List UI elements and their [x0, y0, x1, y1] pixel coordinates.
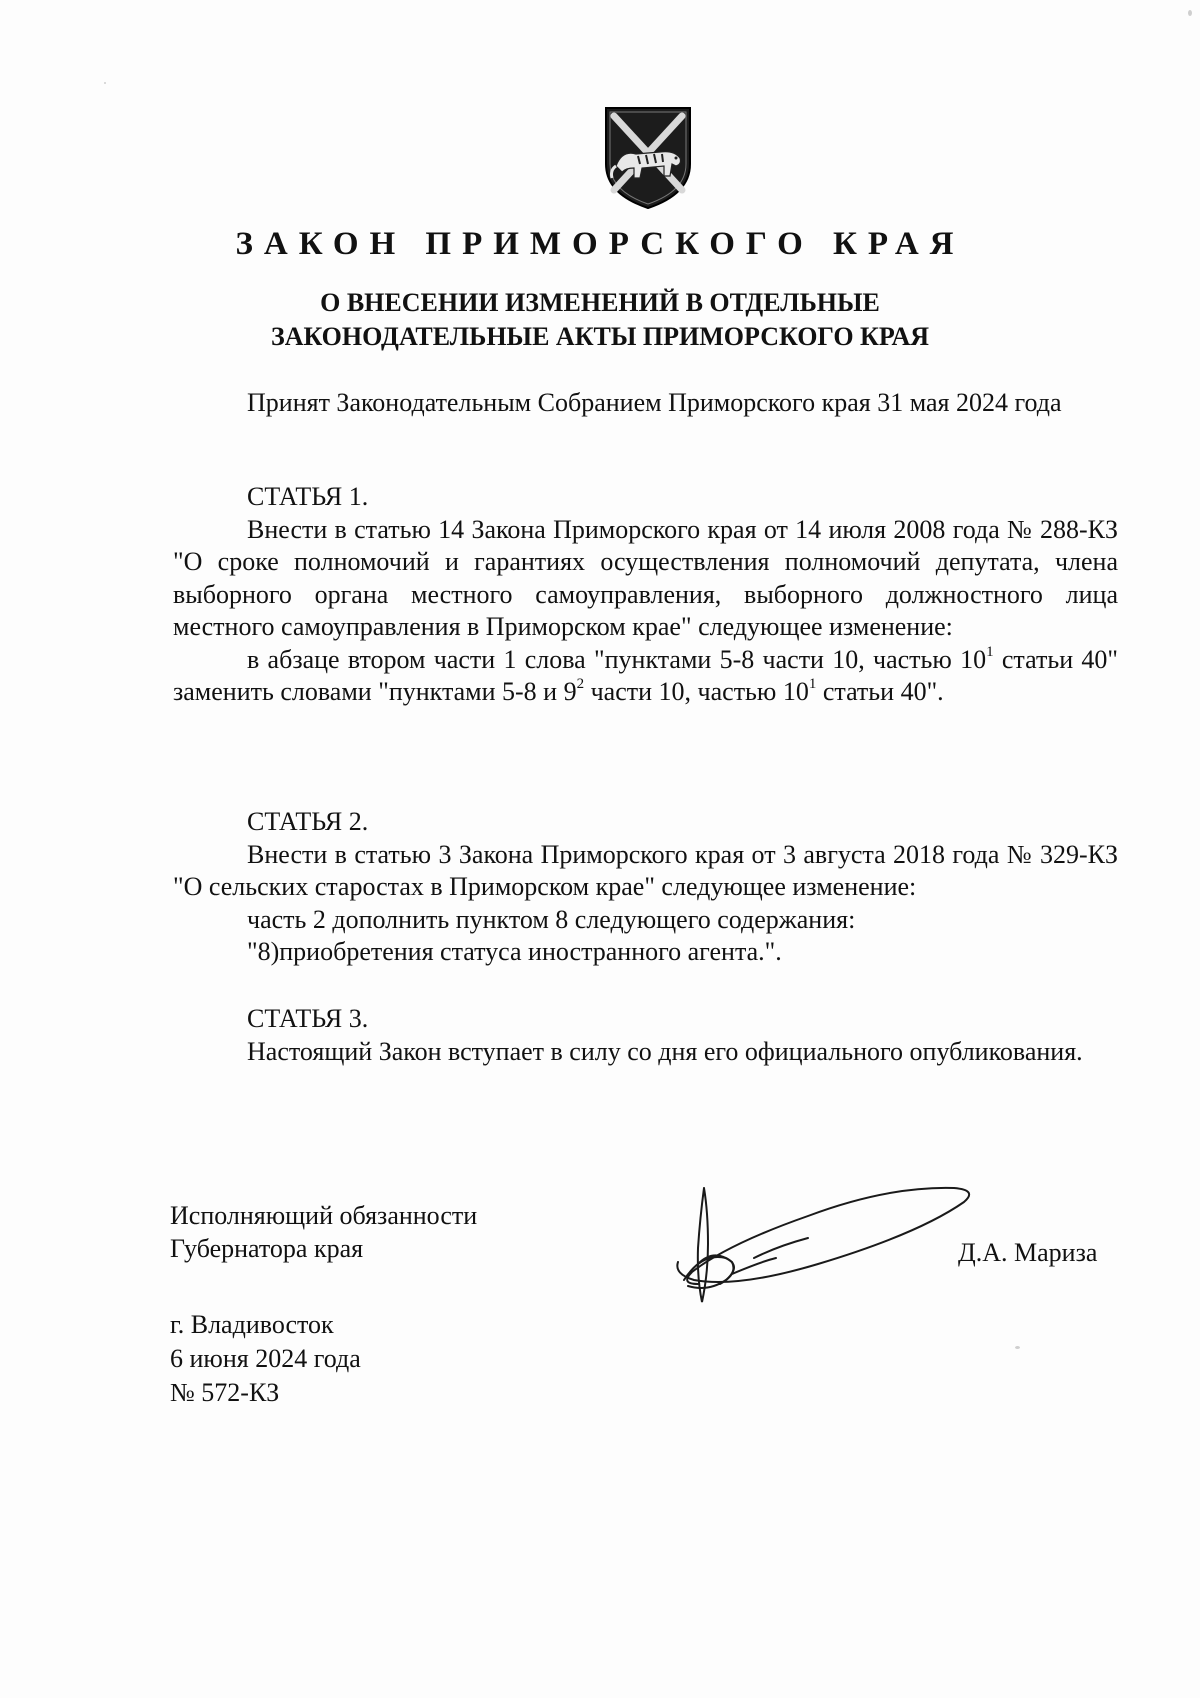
article-1-p2-part-a: в абзаце втором части 1 слова "пунктами 5-8 части 10, частью 10	[247, 644, 987, 674]
law-title: ЗАКОН ПРИМОРСКОГО КРАЯ	[235, 226, 965, 262]
scan-speck	[1015, 1346, 1020, 1349]
article-1-p2-part-b: статьи 40" заменить словами "пунктами 5-8 и 9	[173, 644, 1118, 706]
signing-date: 6 июня 2024 года	[170, 1344, 361, 1373]
article-1-paragraph-1: Внести в статью 14 Закона Приморского края от 14 июля 2008 года № 288-КЗ "О сроке полномочий и гарантиях осуществления полномочий депутата, члена выборного органа местного самоуправления, выборного должностного лица местного самоуправления в Приморском крае" следующее изменение:	[173, 514, 1118, 641]
article-3	[173, 1003, 1118, 1068]
coat-of-arms-icon	[602, 106, 694, 210]
signatory-position	[170, 1199, 477, 1265]
article-1-p2-part-d: статьи 40".	[816, 677, 944, 706]
article-3-paragraph-1: Настоящий Закон вступает в силу со дня его официального опубликования.	[247, 1036, 1083, 1066]
adoption-note	[173, 387, 1118, 420]
law-subtitle	[100, 286, 1100, 354]
subtitle-line-1: О ВНЕСЕНИИ ИЗМЕНЕНИЙ В ОТДЕЛЬНЫЕ	[320, 288, 880, 317]
article-1	[173, 481, 1118, 709]
signatory-name: Д.А. Мариза	[958, 1238, 1098, 1267]
scan-speck	[104, 82, 106, 84]
article-2-paragraph-2: часть 2 дополнить пунктом 8 следующего содержания:	[247, 904, 856, 934]
handwritten-signature	[668, 1178, 984, 1308]
article-3-heading: СТАТЬЯ 3.	[247, 1004, 369, 1033]
law-number: № 572-КЗ	[170, 1378, 280, 1407]
article-2-heading: СТАТЬЯ 2.	[247, 807, 369, 836]
signatory-position-line-2: Губернатора края	[170, 1234, 364, 1263]
subtitle-line-2: ЗАКОНОДАТЕЛЬНЫЕ АКТЫ ПРИМОРСКОГО КРАЯ	[270, 322, 930, 351]
article-2-paragraph-1: Внести в статью 3 Закона Приморского края от 3 августа 2018 года № 329-КЗ "О сельских старостах в Приморском крае" следующее изменение:	[173, 839, 1118, 901]
article-2-paragraph-3: "8)приобретения статуса иностранного агента.".	[247, 937, 782, 966]
adoption-text: Принят Законодательным Собранием Приморского края 31 мая 2024 года	[247, 388, 1062, 417]
article-1-paragraph-2	[173, 644, 1118, 709]
article-1-heading: СТАТЬЯ 1.	[247, 482, 369, 511]
article-1-p2-part-c: части 10, частью 10	[584, 677, 809, 706]
city: г. Владивосток	[170, 1310, 334, 1339]
document-meta	[170, 1308, 361, 1410]
signatory-position-line-1: Исполняющий обязанности	[170, 1201, 478, 1230]
article-2	[173, 806, 1118, 969]
superscript-1: 1	[986, 643, 994, 660]
superscript-3: 1	[808, 676, 817, 693]
superscript-2: 2	[576, 676, 585, 693]
scan-speck	[1188, 10, 1192, 16]
